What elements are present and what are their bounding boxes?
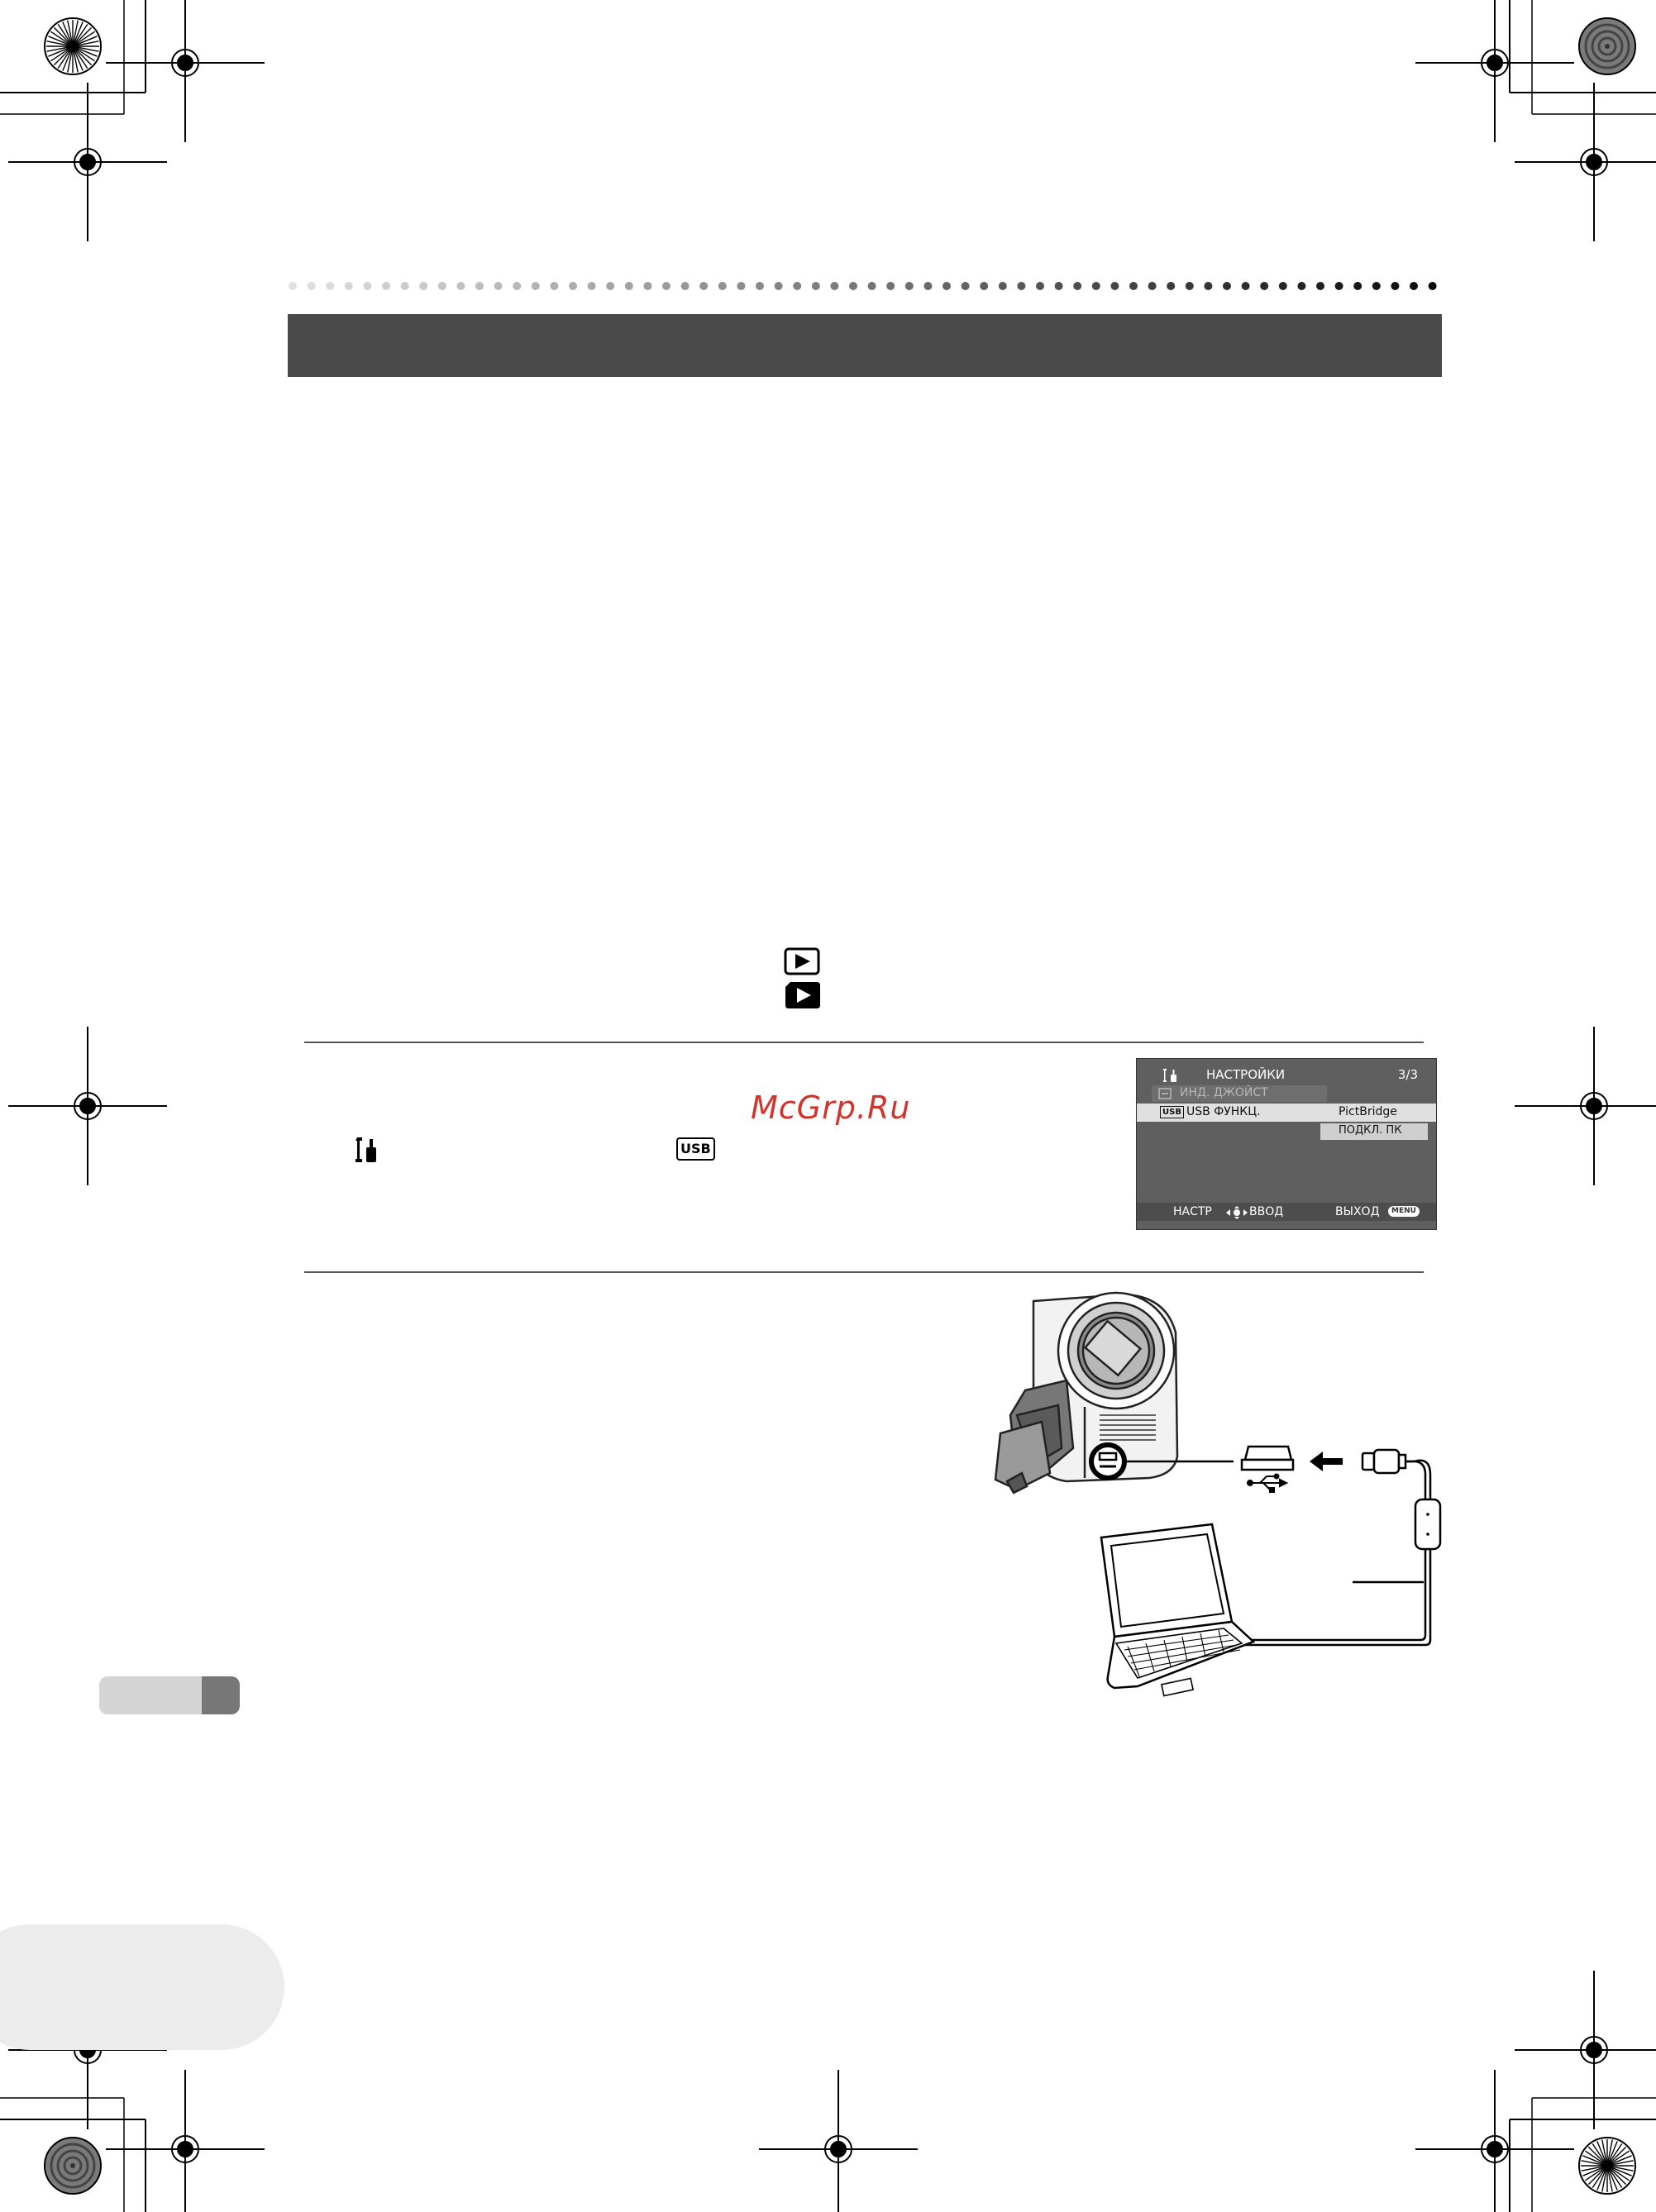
divider-dot: [923, 282, 932, 290]
divider-dot: [513, 282, 521, 290]
divider-dot: [363, 282, 371, 290]
lcd-usb-badge: USB: [1160, 1106, 1184, 1118]
divider-dot: [812, 282, 820, 290]
joystick-arrows-icon: [1224, 1206, 1249, 1219]
divider-dot: [1242, 282, 1250, 290]
divider-dot: [1129, 282, 1138, 290]
divider-dot: [793, 282, 801, 290]
divider-dot: [1167, 282, 1175, 290]
camera-usb-port: [1091, 1445, 1124, 1478]
watermark: McGrp.Ru: [751, 1089, 911, 1126]
divider-dot: [419, 282, 427, 290]
side-tab-marker: [99, 1676, 240, 1714]
lcd-option-pc[interactable]: [1320, 1123, 1428, 1140]
divider-dot: [1017, 282, 1025, 290]
divider-dot: [1223, 282, 1231, 290]
divider-dot: [345, 282, 353, 290]
lcd-menu-screen: [1136, 1058, 1437, 1230]
laptop-illustration: [1101, 1524, 1253, 1696]
divider-dot: [1410, 282, 1418, 290]
usb-port-symbol: [1242, 1447, 1293, 1470]
divider-dot: [699, 282, 708, 290]
divider-dot: [943, 282, 951, 290]
page-number-area: [0, 1924, 284, 2050]
divider-dot: [1353, 282, 1362, 290]
divider-dot: [1055, 282, 1063, 290]
divider-dot: [980, 282, 988, 290]
divider-dot: [438, 282, 446, 290]
divider-dot: [1110, 282, 1119, 290]
lcd-footer-exit: ВЫХОД: [1335, 1205, 1380, 1218]
divider-dot: [289, 282, 297, 290]
usb-plug: [1363, 1450, 1430, 1499]
divider-dot: [1391, 282, 1399, 290]
lcd-menu-button: MENU: [1388, 1206, 1420, 1217]
divider-dot: [1073, 282, 1081, 290]
lcd-footer-enter: ВВОД: [1249, 1205, 1284, 1218]
lcd-option-pictbridge[interactable]: PictBridge: [1339, 1105, 1397, 1118]
usb-trident-icon: [1248, 1475, 1286, 1493]
divider-dot: [1204, 282, 1212, 290]
divider-dot: [475, 282, 484, 290]
playback-icon: [784, 947, 820, 975]
divider-dot: [588, 282, 596, 290]
divider-dot: [868, 282, 876, 290]
lcd-footer-set: НАСТР: [1173, 1205, 1212, 1218]
divider-dot: [1186, 282, 1194, 290]
divider-dot: [662, 282, 671, 290]
section-rule-top: [304, 1042, 1424, 1043]
divider-dot: [569, 282, 577, 290]
divider-dot: [1036, 282, 1044, 290]
ferrite-core: [1415, 1499, 1440, 1549]
divider-dot: [830, 282, 838, 290]
divider-dot: [1372, 282, 1381, 290]
divider-dot: [886, 282, 895, 290]
divider-dot: [849, 282, 857, 290]
usb-inline-icon: [676, 1137, 715, 1161]
lcd-title-row: [1137, 1065, 1436, 1085]
divider-dot: [1429, 282, 1437, 290]
divider-dot: [1335, 282, 1343, 290]
divider-dot: [606, 282, 614, 290]
side-tab-dark-end: [202, 1676, 240, 1714]
dotted-divider: [281, 278, 1448, 294]
insert-arrow-icon: [1310, 1452, 1343, 1471]
lcd-row-joystick[interactable]: [1152, 1085, 1327, 1102]
lcd-setup-icon: [1162, 1067, 1181, 1084]
divider-dot: [494, 282, 503, 290]
divider-dot: [308, 282, 316, 290]
divider-dot: [756, 282, 764, 290]
joystick-icon: [1158, 1088, 1172, 1099]
divider-dot: [643, 282, 651, 290]
section-rule-bottom: [304, 1271, 1424, 1273]
usb-label: USB: [676, 1137, 715, 1161]
divider-dot: [1260, 282, 1268, 290]
lcd-page-indicator: 3/3: [1397, 1067, 1418, 1082]
section-header-bar: [288, 314, 1442, 377]
lcd-footer: [1137, 1203, 1436, 1221]
lcd-option-pc-label: ПОДКЛ. ПК: [1339, 1124, 1402, 1137]
usb-connection-illustration: [976, 1283, 1455, 1704]
lcd-row-usb[interactable]: [1137, 1104, 1436, 1122]
divider-dot: [1279, 282, 1287, 290]
divider-dot: [326, 282, 334, 290]
lcd-title: НАСТРОЙКИ: [1206, 1067, 1286, 1082]
divider-dot: [382, 282, 390, 290]
divider-dot: [775, 282, 783, 290]
lcd-joystick-label: ИНД. ДЖОЙСТ: [1180, 1086, 1268, 1099]
setup-wrench-icon: [352, 1136, 382, 1164]
divider-dot: [1148, 282, 1157, 290]
lcd-usb-label: USB ФУНКЦ.: [1186, 1105, 1261, 1118]
divider-dot: [737, 282, 745, 290]
divider-dot: [718, 282, 727, 290]
divider-dot: [962, 282, 970, 290]
divider-dot: [550, 282, 558, 290]
divider-dot: [905, 282, 914, 290]
divider-dot: [681, 282, 690, 290]
divider-dot: [1092, 282, 1100, 290]
playback-card-icon: [784, 980, 822, 1010]
divider-dot: [456, 282, 465, 290]
divider-dot: [625, 282, 633, 290]
camcorder-illustration: [995, 1293, 1177, 1493]
divider-dot: [1297, 282, 1305, 290]
divider-dot: [401, 282, 409, 290]
divider-dot: [1316, 282, 1324, 290]
divider-dot: [999, 282, 1007, 290]
divider-dot: [532, 282, 540, 290]
